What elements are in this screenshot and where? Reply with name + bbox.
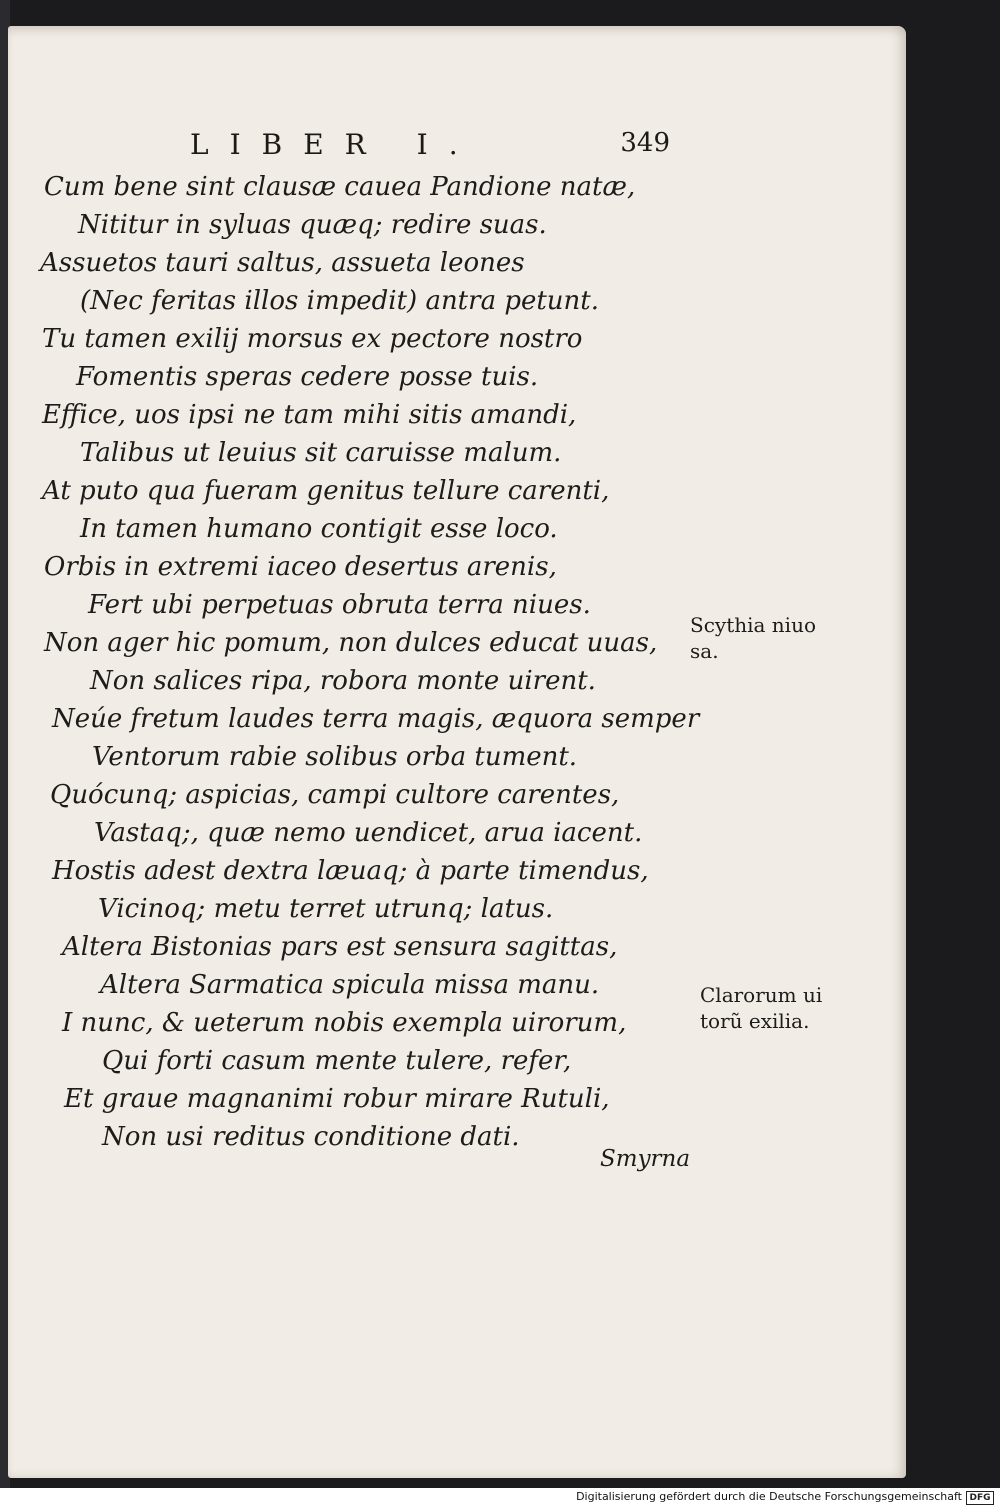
marginal-note-line: torũ exilia. (700, 1009, 810, 1033)
verse-line-23: I nunc, & ueterum nobis exempla uirorum, (62, 1008, 627, 1038)
verse-line-10: In tamen humano contigit esse loco. (80, 514, 558, 544)
marginal-note-line: Clarorum ui (700, 983, 823, 1007)
marginal-note-clarorum (700, 982, 822, 1034)
verse-line-17: Quócunq; aspicias, campi cultore carentes, (50, 780, 620, 810)
verse-line-25: Et graue magnanimi robur mirare Rutuli, (64, 1084, 610, 1114)
verse-line-1: Cum bene sint clausæ cauea Pandione natæ, (44, 172, 636, 202)
running-head: LIBER I. (190, 128, 479, 161)
funding-credit[interactable]: Digitalisierung gefördert durch die Deutsche Forschungsgemeinschaft (576, 1490, 962, 1503)
verse-line-21: Altera Bistonias pars est sensura sagittas, (62, 932, 618, 962)
verse-line-22: Altera Sarmatica spicula missa manu. (100, 970, 600, 1000)
verse-line-11: Orbis in extremi iaceo desertus arenis, (44, 552, 557, 582)
verse-line-12: Fert ubi perpetuas obruta terra niues. (88, 590, 591, 620)
verse-line-8: Talibus ut leuius sit caruisse malum. (80, 438, 562, 468)
verse-line-20: Vicinoq; metu terret utrunq; latus. (98, 894, 554, 924)
verse-line-26: Non usi reditus conditione dati. (102, 1122, 520, 1152)
verse-line-18: Vastaq;, quæ nemo uendicet, arua iacent. (94, 818, 643, 848)
verse-line-19: Hostis adest dextra læuaq; à parte timendus, (52, 856, 649, 886)
digitization-footer (0, 1488, 1000, 1508)
verse-line-6: Fomentis speras cedere posse tuis. (76, 362, 539, 392)
verse-line-7: Effice, uos ipsi ne tam mihi sitis amandi, (42, 400, 577, 430)
marginal-note-line: sa. (690, 639, 719, 663)
dfg-logo-icon: DFG (966, 1491, 994, 1505)
verse-line-3: Assuetos tauri saltus, assueta leones (40, 248, 525, 278)
marginal-note-scythia (690, 612, 816, 664)
verse-line-9: At puto qua fueram genitus tellure carenti, (42, 476, 610, 506)
verse-line-24: Qui forti casum mente tulere, refer, (102, 1046, 572, 1076)
verse-line-15: Neúe fretum laudes terra magis, æquora semper (52, 704, 700, 734)
marginal-note-line: Scythia niuo (690, 613, 816, 637)
verse-line-14: Non salices ripa, robora monte uirent. (90, 666, 596, 696)
verse-line-4: (Nec feritas illos impedit) antra petunt. (80, 286, 600, 316)
catchword: Smyrna (600, 1146, 691, 1172)
page-number: 349 (620, 128, 670, 158)
verse-line-2: Nititur in syluas quæq; redire suas. (78, 210, 547, 240)
verse-line-16: Ventorum rabie solibus orba tument. (92, 742, 578, 772)
verse-line-13: Non ager hic pomum, non dulces educat uuas, (44, 628, 658, 658)
verse-line-5: Tu tamen exilij morsus ex pectore nostro (42, 324, 583, 354)
page-header (190, 128, 670, 168)
